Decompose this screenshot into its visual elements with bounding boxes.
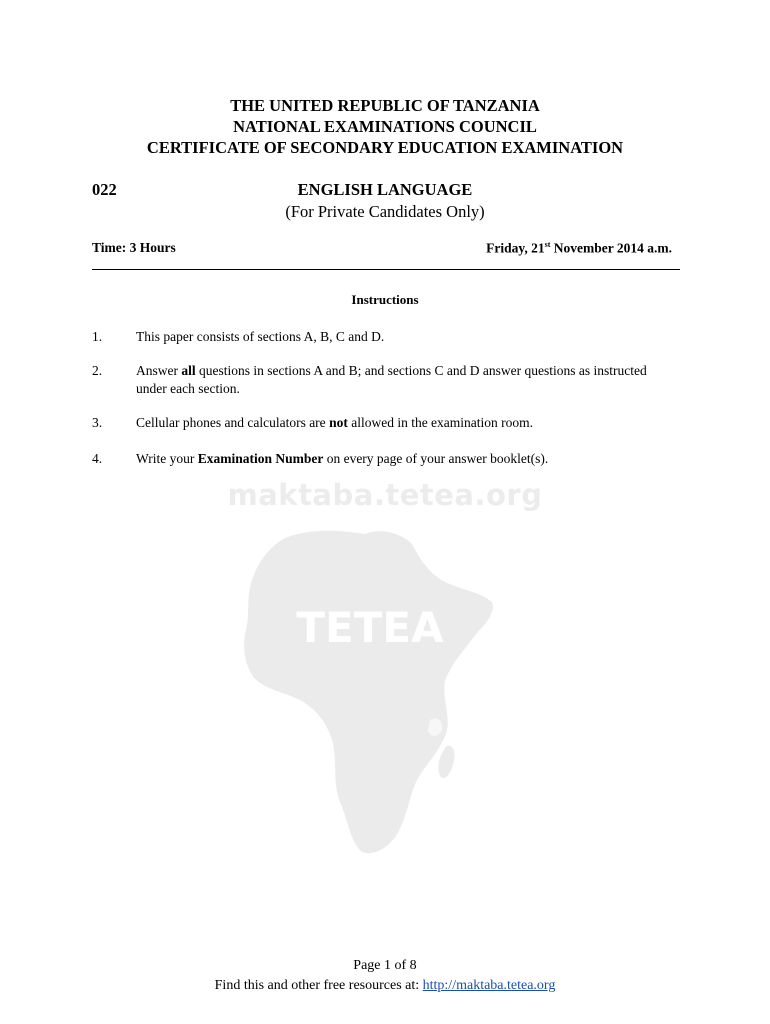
page-number: Page 1 of 8 [353, 958, 417, 973]
divider [92, 269, 680, 270]
exam-time: Time: 3 Hours [92, 240, 176, 255]
instruction-item: 2. Answer all questions in sections A and B; and sections C and D answer questions as instructed under each section. [92, 363, 647, 396]
instruction-item: 4. Write your Examination Number on every page of your answer booklet(s). [92, 451, 549, 466]
instruction-item: 1. This paper consists of sections A, B, C and D. [92, 329, 385, 344]
exam-date: Friday, 21st November 2014 a.m. [486, 240, 672, 256]
africa-map-icon [240, 520, 500, 860]
subject-title: ENGLISH LANGUAGE [297, 180, 473, 199]
instruction-item: 3. Cellular phones and calculators are not allowed in the examination room. [92, 415, 534, 430]
footer-resources: Find this and other free resources at: http://maktaba.tetea.org [214, 978, 556, 993]
header-council: NATIONAL EXAMINATIONS COUNCIL [233, 117, 537, 136]
instructions-title: Instructions [351, 292, 419, 307]
header-country: THE UNITED REPUBLIC OF TANZANIA [230, 96, 540, 115]
watermark-site: maktaba.tetea.org [227, 478, 543, 512]
header-exam: CERTIFICATE OF SECONDARY EDUCATION EXAMINATION [146, 138, 624, 157]
paper-code: 022 [92, 180, 117, 199]
resources-link[interactable]: http://maktaba.tetea.org [422, 978, 556, 993]
watermark-brand: TETEA [296, 603, 444, 652]
subject-subtitle: (For Private Candidates Only) [285, 202, 485, 221]
